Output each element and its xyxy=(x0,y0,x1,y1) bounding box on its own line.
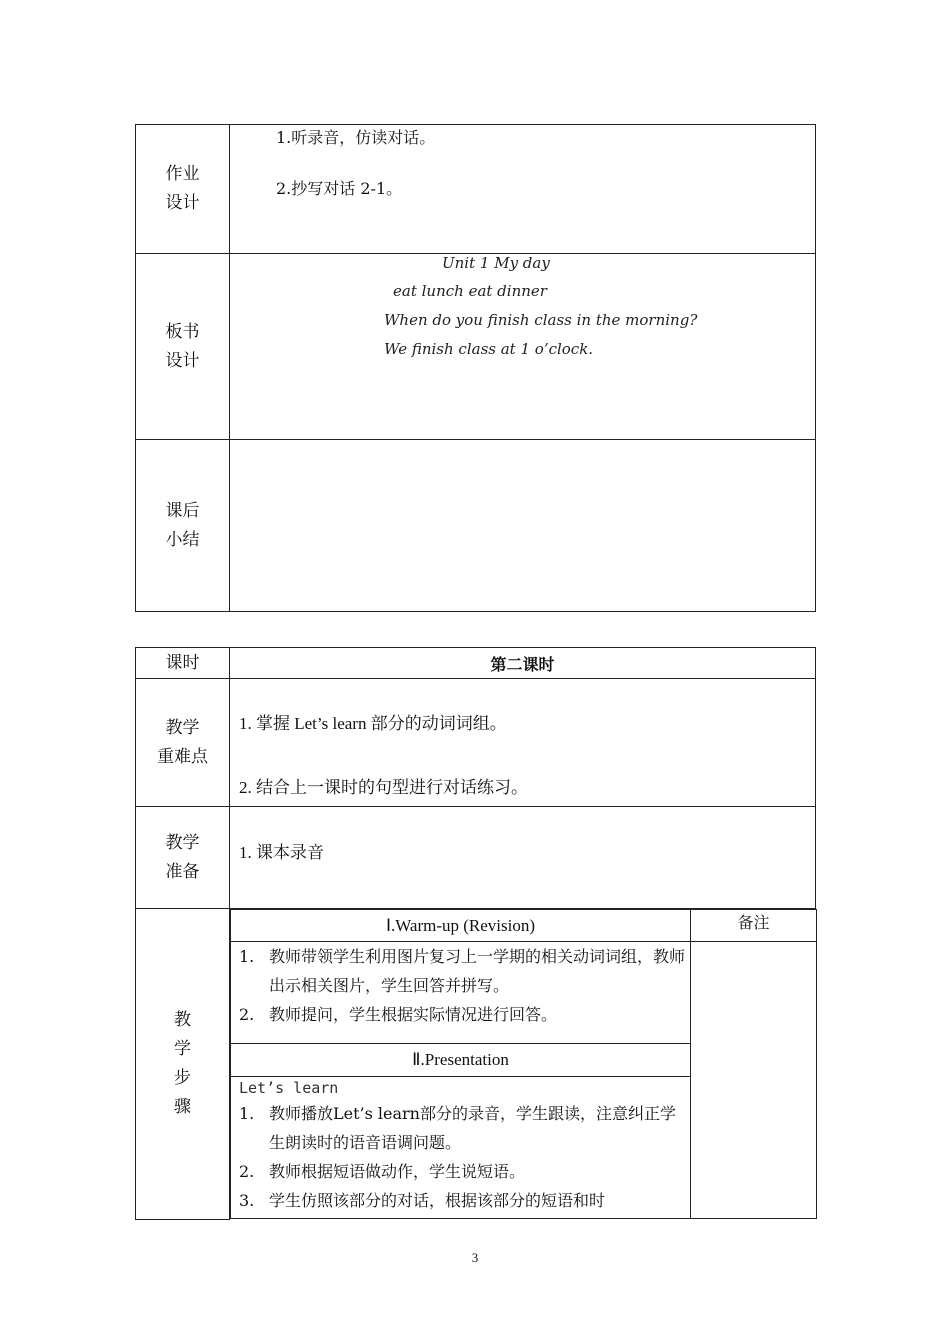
list-item-text: 教师播放Let’s learn部分的录音，学生跟读，注意纠正学生朗读时的语音语调问题。 xyxy=(269,1104,676,1152)
steps-label-char: 学 xyxy=(174,1038,191,1059)
presentation-title: Ⅱ.Presentation xyxy=(231,1044,691,1077)
homework-label-line1: 作业 xyxy=(165,164,200,184)
period-value: 第二课时 xyxy=(230,648,816,679)
warmup-list xyxy=(231,942,690,1029)
preparation-label-line1: 教学 xyxy=(165,832,200,853)
lesson-plan-table-2 xyxy=(135,647,816,1220)
presentation-subtitle: Let’s learn xyxy=(239,1079,339,1097)
keypoints-label-line2: 重难点 xyxy=(157,746,208,767)
summary-label-line2: 小结 xyxy=(165,529,200,550)
list-item-number: 1. xyxy=(239,947,255,966)
summary-label xyxy=(136,440,230,612)
homework-label xyxy=(136,125,230,254)
notes-label: 备注 xyxy=(691,910,817,942)
list-item xyxy=(231,942,690,1000)
list-item-number: 2. xyxy=(239,1162,255,1181)
keypoint-item: 1. 掌握 Let’s learn 部分的动词词组。 xyxy=(239,714,507,733)
board-label-line1: 板书 xyxy=(165,321,200,342)
page-number: 3 xyxy=(471,1250,479,1265)
steps-label-char: 教 xyxy=(174,1009,191,1030)
preparation-label-line2: 准备 xyxy=(165,861,200,882)
list-item-number: 2. xyxy=(239,1005,255,1024)
board-design-cell xyxy=(230,254,816,440)
summary-cell xyxy=(230,440,816,612)
list-item-text: 教师提问，学生根据实际情况进行回答。 xyxy=(269,1005,558,1024)
list-item xyxy=(231,1000,690,1029)
lesson-plan-table-1 xyxy=(135,124,816,612)
steps-label-char: 骤 xyxy=(174,1096,191,1117)
steps-label-char: 步 xyxy=(174,1067,191,1088)
board-line-title: Unit 1 My day xyxy=(442,254,550,272)
presentation-cell xyxy=(231,1077,691,1219)
list-item xyxy=(231,1157,690,1186)
preparation-label xyxy=(136,807,230,909)
preparation-item: 1. 课本录音 xyxy=(239,843,324,862)
keypoints-label-line1: 教学 xyxy=(165,717,200,738)
presentation-list xyxy=(231,1099,690,1215)
list-item-number: 3. xyxy=(239,1191,255,1210)
notes-cell xyxy=(691,942,817,1219)
list-item-text: 教师根据短语做动作，学生说短语。 xyxy=(269,1162,526,1181)
list-item xyxy=(231,1186,690,1215)
list-item-text: 教师带领学生利用图片复习上一学期的相关动词词组，教师出示相关图片，学生回答并拼写。 xyxy=(269,947,686,995)
keypoints-cell xyxy=(230,679,816,807)
homework-item: 2.抄写对话 2-1。 xyxy=(276,179,403,198)
summary-label-line1: 课后 xyxy=(165,500,200,521)
board-line-question: When do you finish class in the morning? xyxy=(384,311,698,329)
keypoints-label xyxy=(136,679,230,807)
board-design-label xyxy=(136,254,230,440)
list-item xyxy=(231,1099,690,1157)
board-label-line2: 设计 xyxy=(165,350,200,371)
homework-label-line2: 设计 xyxy=(165,193,200,213)
warmup-cell xyxy=(231,942,691,1044)
steps-inner-table xyxy=(230,909,817,1219)
keypoint-item: 2. 结合上一课时的句型进行对话练习。 xyxy=(239,778,528,797)
period-label: 课时 xyxy=(136,648,230,679)
homework-item: 1.听录音，仿读对话。 xyxy=(276,128,436,147)
warmup-title: Ⅰ.Warm-up (Revision) xyxy=(231,910,691,942)
steps-content xyxy=(230,909,816,1220)
list-item-text: 学生仿照该部分的对话，根据该部分的短语和时 xyxy=(269,1191,606,1210)
list-item-number: 1. xyxy=(239,1104,255,1123)
board-line-answer: We finish class at 1 o’clock. xyxy=(384,340,594,358)
board-line-phrases: eat lunch eat dinner xyxy=(393,282,547,300)
preparation-cell xyxy=(230,807,816,909)
steps-label xyxy=(136,909,230,1220)
homework-cell xyxy=(230,125,816,254)
